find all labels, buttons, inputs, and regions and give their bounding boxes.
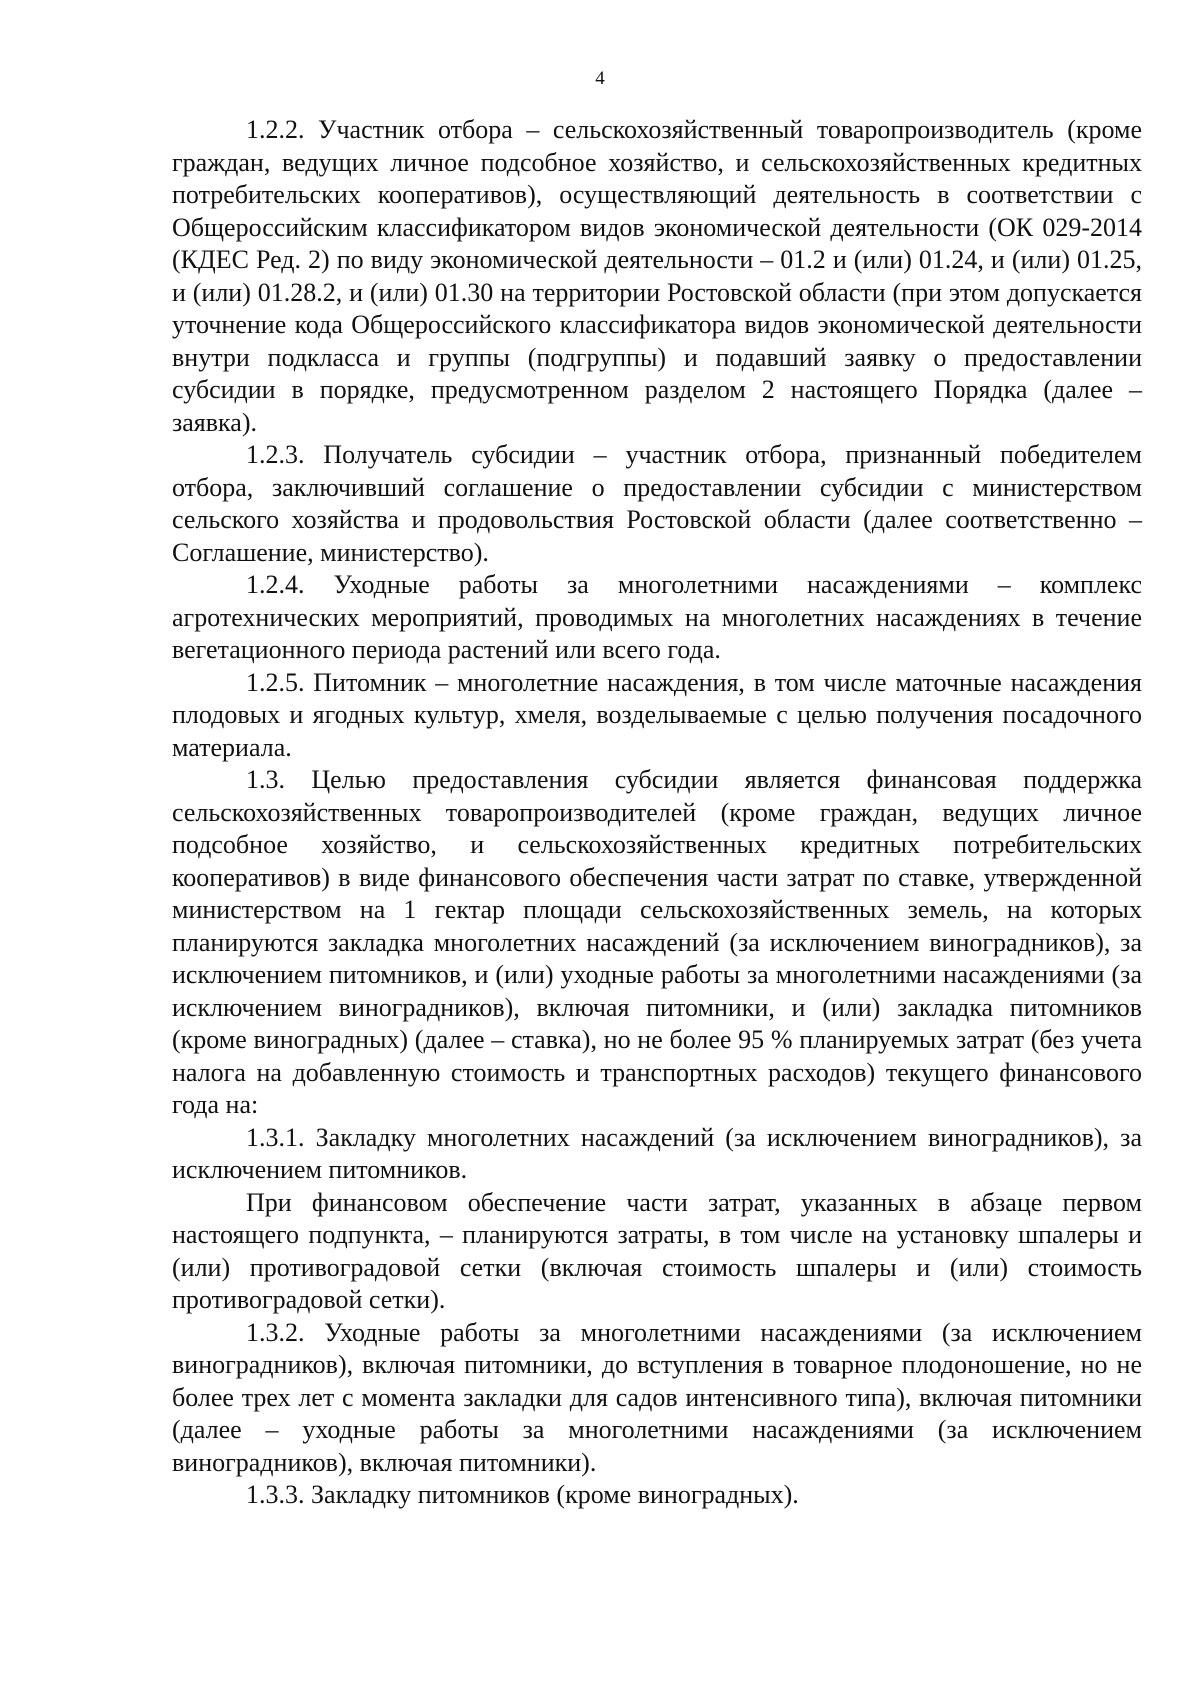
paragraph-1-2-5: 1.2.5. Питомник – многолетние насаждения, в том числе маточные насаждения плодовых и ягодных культур, хмеля, возделываемые с целью получения посадочного материала. bbox=[172, 667, 1142, 762]
document-body bbox=[172, 114, 1142, 1512]
paragraph-1-3-2: 1.3.2. Уходные работы за многолетними насаждениями (за исключением виноградников), включая питомники, до вступления в товарное плодоношение, но не более трех лет с момента закладки для садов интенсивного типа), включая питомники (далее – уходные работы за многолетними насаждениями (за исключением виноградников), включая питомники). bbox=[172, 1317, 1142, 1477]
paragraph-1-3-3: 1.3.3. Закладку питомников (кроме виноградных). bbox=[246, 1480, 799, 1509]
paragraph-1-2-2: 1.2.2. Участник отбора – сельскохозяйственный товаропроизводитель (кроме граждан, ведущих личное подсобное хозяйство, и сельскохозяйственных кредитных потребительских кооперативов), осуществляющий деятельность в соответствии с Общероссийским классификатором видов экономической деятельности (ОК 029-2014 (КДЕС Ред. 2) по виду экономической деятельности – 01.2 и (или) 01.24, и (или) 01.25, и (или) 01.28.2, и (или) 01.30 на территории Ростовской области (при этом допускается уточнение кода Общероссийского классификатора видов экономической деятельности внутри подкласса и группы (подгруппы) и подавший заявку о предоставлении субсидии в порядке, предусмотренном разделом 2 настоящего Порядка (далее – заявка). bbox=[172, 115, 1142, 437]
paragraph-1-3: 1.3. Целью предоставления субсидии является финансовая поддержка сельскохозяйственных товаропроизводителей (кроме граждан, ведущих личное подсобное хозяйство, и сельскохозяйственных кредитных потребительских кооперативов) в виде финансового обеспечения части затрат по ставке, утвержденной министерством на 1 гектар площади сельскохозяйственных земель, на которых планируются закладка многолетних насаждений (за исключением виноградников), за исключением питомников, и (или) уходные работы за многолетними насаждениями (за исключением виноградников), включая питомники, и (или) закладка питомников (кроме виноградных) (далее – ставка), но не более 95 % планируемых затрат (без учета налога на добавленную стоимость и транспортных расходов) текущего финансового года на: bbox=[172, 765, 1142, 1119]
paragraph-1-2-3: 1.2.3. Получатель субсидии – участник отбора, признанный победителем отбора, заключивший соглашение о предоставлении субсидии с министерством сельского хозяйства и продовольствия Ростовской области (далее соответственно – Соглашение, министерство). bbox=[172, 440, 1142, 567]
page-number: 4 bbox=[595, 68, 605, 89]
paragraph-1-2-4: 1.2.4. Уходные работы за многолетними насаждениями – комплекс агротехнических мероприятий, проводимых на многолетних насаждениях в течение вегетационного периода растений или всего года. bbox=[172, 570, 1142, 664]
paragraph-1-3-1: 1.3.1. Закладку многолетних насаждений (за исключением виноградников), за исключением питомников. bbox=[172, 1122, 1142, 1184]
paragraph-financing-note: При финансовом обеспечение части затрат, указанных в абзаце первом настоящего подпункта, – планируются затраты, в том числе на установку шпалеры и (или) противоградовой сетки (включая стоимость шпалеры и (или) стоимость противоградовой сетки). bbox=[172, 1187, 1142, 1314]
